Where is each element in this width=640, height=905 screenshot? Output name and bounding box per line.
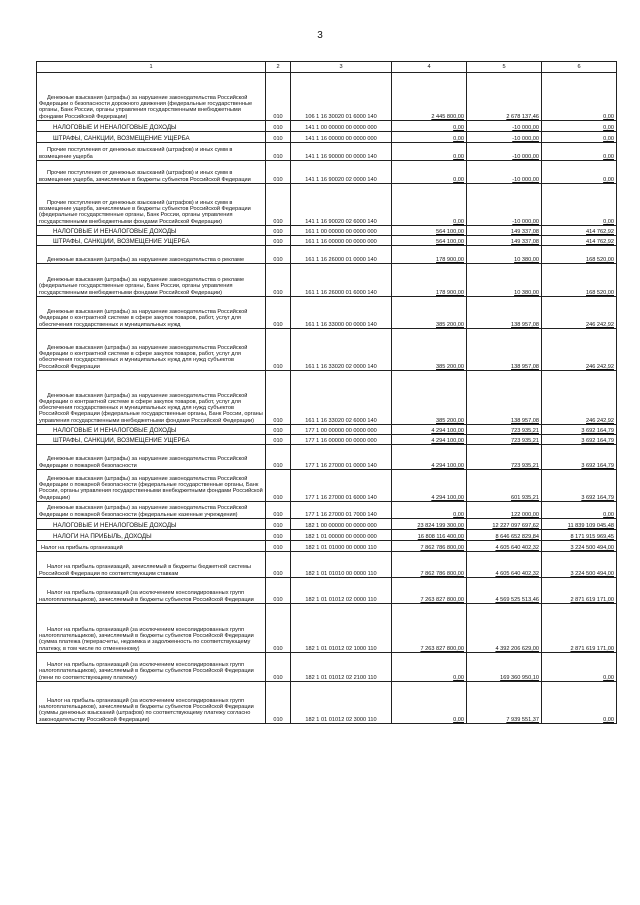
row-code: 010 bbox=[266, 161, 291, 184]
row-code: 010 bbox=[266, 578, 291, 604]
table-row bbox=[37, 297, 617, 329]
row-exec: 723 935,21 bbox=[467, 435, 542, 445]
row-kbk: 161 1 16 00000 00 0000 000 bbox=[291, 236, 392, 246]
row-exec: -10 000,00 bbox=[467, 121, 542, 132]
table-row bbox=[37, 530, 617, 541]
row-code: 010 bbox=[266, 264, 291, 297]
row-name: Денежные взыскания (штрафы) за нарушение законодательства Российской Федерации о пожарной безопасности (федеральные казенные учреждения) bbox=[37, 502, 266, 519]
row-name: Налог на прибыль организаций (за исключением консолидированных групп налогоплательщиков), зачисляемый в бюджеты субъектов Российской Федерации (сумма платежа (перерасчеты, недоимка и задолженность по соответствующему платежу, в том числе по отмененному) bbox=[37, 604, 266, 653]
page-number: 3 bbox=[317, 30, 323, 41]
row-exec: 138 957,08 bbox=[467, 329, 542, 371]
table-row bbox=[37, 578, 617, 604]
row-kbk: 161 1 00 00000 00 0000 000 bbox=[291, 226, 392, 236]
row-exec: 122 000,00 bbox=[467, 502, 542, 519]
table-row bbox=[37, 371, 617, 425]
table-row bbox=[37, 161, 617, 184]
table-row bbox=[37, 236, 617, 246]
row-name: Денежные взыскания (штрафы) за нарушение законодательства Российской Федерации о пожарной безопасности (федеральные государственные органы, Банк России, органы управления государственными внебюджетными фондами Российской Федерации) bbox=[37, 470, 266, 502]
row-exec: -10 000,00 bbox=[467, 161, 542, 184]
table-row bbox=[37, 552, 617, 578]
row-plan: 7 263 827 800,00 bbox=[392, 578, 467, 604]
row-rest: 8 171 915 969,45 bbox=[542, 530, 617, 541]
row-name: НАЛОГОВЫЕ И НЕНАЛОГОВЫЕ ДОХОДЫ bbox=[37, 226, 266, 236]
row-name: Прочие поступления от денежных взысканий (штрафов) и иных сумм в возмещение ущерба bbox=[37, 143, 266, 161]
row-kbk: 182 1 01 01012 02 3000 110 bbox=[291, 682, 392, 724]
row-plan: 4 294 100,00 bbox=[392, 445, 467, 470]
row-name: ШТРАФЫ, САНКЦИИ, ВОЗМЕЩЕНИЕ УЩЕРБА bbox=[37, 435, 266, 445]
row-exec: 4 605 640 402,32 bbox=[467, 552, 542, 578]
row-kbk: 141 1 16 00000 00 0000 000 bbox=[291, 132, 392, 143]
row-plan: 385 200,00 bbox=[392, 297, 467, 329]
row-exec: 169 360 950,10 bbox=[467, 653, 542, 682]
row-rest: 0,00 bbox=[542, 132, 617, 143]
table-row bbox=[37, 132, 617, 143]
table-row bbox=[37, 425, 617, 435]
table-row bbox=[37, 519, 617, 530]
row-rest: 168 520,00 bbox=[542, 264, 617, 297]
row-exec: -10 000,00 bbox=[467, 143, 542, 161]
row-code: 010 bbox=[266, 236, 291, 246]
row-exec: -10 000,00 bbox=[467, 132, 542, 143]
table-row bbox=[37, 682, 617, 724]
row-plan: 2 445 800,00 bbox=[392, 73, 467, 121]
row-rest: 0,00 bbox=[542, 73, 617, 121]
header-exec: 5 bbox=[467, 62, 542, 73]
row-code: 010 bbox=[266, 519, 291, 530]
row-kbk: 182 1 01 01010 00 0000 110 bbox=[291, 552, 392, 578]
row-exec: 10 380,00 bbox=[467, 246, 542, 264]
table-row bbox=[37, 184, 617, 226]
header-row bbox=[37, 62, 617, 73]
row-kbk: 182 1 01 01012 02 0000 110 bbox=[291, 578, 392, 604]
row-name: ШТРАФЫ, САНКЦИИ, ВОЗМЕЩЕНИЕ УЩЕРБА bbox=[37, 236, 266, 246]
row-kbk: 161 1 16 26000 01 0000 140 bbox=[291, 246, 392, 264]
table-row bbox=[37, 445, 617, 470]
row-code: 010 bbox=[266, 73, 291, 121]
row-rest: 2 871 619 171,00 bbox=[542, 578, 617, 604]
table-row bbox=[37, 435, 617, 445]
row-kbk: 141 1 16 90020 02 6000 140 bbox=[291, 184, 392, 226]
table-row bbox=[37, 246, 617, 264]
header-name: 1 bbox=[37, 62, 266, 73]
budget-revenue-table bbox=[36, 61, 617, 724]
row-code: 010 bbox=[266, 435, 291, 445]
row-rest: 246 242,92 bbox=[542, 329, 617, 371]
table-row bbox=[37, 604, 617, 653]
row-code: 010 bbox=[266, 552, 291, 578]
row-exec: 723 935,21 bbox=[467, 445, 542, 470]
row-exec: 12 227 097 697,62 bbox=[467, 519, 542, 530]
row-plan: 564 100,00 bbox=[392, 236, 467, 246]
row-kbk: 141 1 16 90020 02 0000 140 bbox=[291, 161, 392, 184]
row-exec: 149 337,08 bbox=[467, 236, 542, 246]
row-plan: 4 294 100,00 bbox=[392, 470, 467, 502]
row-code: 010 bbox=[266, 682, 291, 724]
row-code: 010 bbox=[266, 530, 291, 541]
table-row bbox=[37, 653, 617, 682]
row-name: Денежные взыскания (штрафы) за нарушение законодательства о рекламе bbox=[37, 246, 266, 264]
row-exec: 4 392 206 629,00 bbox=[467, 604, 542, 653]
row-name: Денежные взыскания (штрафы) за нарушение законодательства Российской Федерации о контрактной системе в сфере закупок товаров, работ, услуг для обеспечения государственных и муниципальных нужд для нужд субъектов Российской Федерации bbox=[37, 329, 266, 371]
row-rest: 11 839 109 045,48 bbox=[542, 519, 617, 530]
row-kbk: 177 1 16 27000 01 6000 140 bbox=[291, 470, 392, 502]
row-kbk: 182 1 01 00000 00 0000 000 bbox=[291, 530, 392, 541]
row-name: Налог на прибыль организаций, зачисляемый в бюджеты бюджетной системы Российской Федерации по соответствующим ставкам bbox=[37, 552, 266, 578]
row-plan: 0,00 bbox=[392, 502, 467, 519]
row-plan: 0,00 bbox=[392, 184, 467, 226]
row-kbk: 106 1 16 30020 01 6000 140 bbox=[291, 73, 392, 121]
row-kbk: 161 1 16 33020 02 6000 140 bbox=[291, 371, 392, 425]
row-name: Денежные взыскания (штрафы) за нарушение законодательства Российской Федерации о контрактной системе в сфере закупок товаров, работ, услуг для обеспечения государственных и муниципальных нужд для нужд субъектов Российской Федерации (федеральные государственные органы, Банк России, органы управления государственными внебюджетными фондами Российской Федерации) bbox=[37, 371, 266, 425]
row-name: НАЛОГОВЫЕ И НЕНАЛОГОВЫЕ ДОХОДЫ bbox=[37, 121, 266, 132]
header-rest: 6 bbox=[542, 62, 617, 73]
row-plan: 0,00 bbox=[392, 143, 467, 161]
row-exec: 10 380,00 bbox=[467, 264, 542, 297]
row-kbk: 141 1 16 90000 00 0000 140 bbox=[291, 143, 392, 161]
row-plan: 4 294 100,00 bbox=[392, 435, 467, 445]
row-code: 010 bbox=[266, 121, 291, 132]
row-code: 010 bbox=[266, 184, 291, 226]
row-code: 010 bbox=[266, 329, 291, 371]
row-rest: 2 871 619 171,00 bbox=[542, 604, 617, 653]
row-kbk: 182 1 01 01000 00 0000 110 bbox=[291, 541, 392, 552]
row-kbk: 177 1 16 00000 00 0000 000 bbox=[291, 435, 392, 445]
row-kbk: 161 1 16 26000 01 6000 140 bbox=[291, 264, 392, 297]
row-kbk: 182 1 01 01012 02 1000 110 bbox=[291, 604, 392, 653]
row-name: Налог на прибыль организаций (за исключением консолидированных групп налогоплательщиков), зачисляемый в бюджеты субъектов Российской Федерации (суммы денежных взысканий (штрафов) по соответствующему платежу согласно законодательству Российской Федерации) bbox=[37, 682, 266, 724]
row-plan: 564 100,00 bbox=[392, 226, 467, 236]
table-row bbox=[37, 502, 617, 519]
row-rest: 3 692 164,79 bbox=[542, 445, 617, 470]
row-kbk: 177 1 16 27000 01 7000 140 bbox=[291, 502, 392, 519]
row-kbk: 161 1 16 33000 00 0000 140 bbox=[291, 297, 392, 329]
row-name: НАЛОГИ НА ПРИБЫЛЬ, ДОХОДЫ bbox=[37, 530, 266, 541]
row-name: Прочие поступления от денежных взысканий (штрафов) и иных сумм в возмещение ущерба, зачисляемые в бюджеты субъектов Российской Федерации (федеральные государственные органы, Банк России, органы управления государственными внебюджетными фондами Российской Федерации) bbox=[37, 184, 266, 226]
header-kbk: 3 bbox=[291, 62, 392, 73]
row-plan: 7 263 827 800,00 bbox=[392, 604, 467, 653]
row-plan: 7 862 786 800,00 bbox=[392, 552, 467, 578]
row-code: 010 bbox=[266, 604, 291, 653]
row-rest: 0,00 bbox=[542, 184, 617, 226]
row-rest: 414 762,92 bbox=[542, 236, 617, 246]
row-plan: 16 808 116 400,00 bbox=[392, 530, 467, 541]
row-exec: 723 935,21 bbox=[467, 425, 542, 435]
row-exec: 601 935,21 bbox=[467, 470, 542, 502]
row-rest: 0,00 bbox=[542, 502, 617, 519]
row-rest: 246 242,92 bbox=[542, 371, 617, 425]
row-name: НАЛОГОВЫЕ И НЕНАЛОГОВЫЕ ДОХОДЫ bbox=[37, 425, 266, 435]
row-code: 010 bbox=[266, 297, 291, 329]
row-name: Налог на прибыль организаций bbox=[37, 541, 266, 552]
row-kbk: 177 1 00 00000 00 0000 000 bbox=[291, 425, 392, 435]
row-kbk: 161 1 16 33020 02 0000 140 bbox=[291, 329, 392, 371]
row-code: 010 bbox=[266, 371, 291, 425]
row-rest: 246 242,92 bbox=[542, 297, 617, 329]
row-plan: 4 294 100,00 bbox=[392, 425, 467, 435]
row-plan: 7 862 786 800,00 bbox=[392, 541, 467, 552]
row-kbk: 182 1 00 00000 00 0000 000 bbox=[291, 519, 392, 530]
row-name: Денежные взыскания (штрафы) за нарушение законодательства Российской Федерации о контрактной системе в сфере закупок товаров, работ, услуг для обеспечения государственных и муниципальных нужд bbox=[37, 297, 266, 329]
row-rest: 414 762,92 bbox=[542, 226, 617, 236]
table-row bbox=[37, 264, 617, 297]
row-plan: 0,00 bbox=[392, 682, 467, 724]
table-row bbox=[37, 121, 617, 132]
row-name: ШТРАФЫ, САНКЦИИ, ВОЗМЕЩЕНИЕ УЩЕРБА bbox=[37, 132, 266, 143]
row-code: 010 bbox=[266, 132, 291, 143]
row-code: 010 bbox=[266, 246, 291, 264]
table-row bbox=[37, 470, 617, 502]
row-kbk: 141 1 00 00000 00 0000 000 bbox=[291, 121, 392, 132]
row-exec: 4 569 525 513,46 bbox=[467, 578, 542, 604]
row-exec: 138 957,08 bbox=[467, 371, 542, 425]
row-rest: 0,00 bbox=[542, 653, 617, 682]
row-rest: 168 520,00 bbox=[542, 246, 617, 264]
row-exec: 8 646 652 829,84 bbox=[467, 530, 542, 541]
row-code: 010 bbox=[266, 653, 291, 682]
row-code: 010 bbox=[266, 226, 291, 236]
row-rest: 3 224 500 494,00 bbox=[542, 552, 617, 578]
row-code: 010 bbox=[266, 502, 291, 519]
row-plan: 385 200,00 bbox=[392, 329, 467, 371]
row-rest: 0,00 bbox=[542, 161, 617, 184]
row-plan: 0,00 bbox=[392, 161, 467, 184]
row-name: Денежные взыскания (штрафы) за нарушение законодательства о рекламе (федеральные государственные органы, Банк России, органы управления государственными внебюджетными фондами Российской Федерации) bbox=[37, 264, 266, 297]
row-name: Денежные взыскания (штрафы) за нарушение законодательства Российской Федерации о безопасности дорожного движения (федеральные государственные органы, Банк России, органы управления государственными внебюджетными фондами Российской Федерации) bbox=[37, 73, 266, 121]
row-code: 010 bbox=[266, 541, 291, 552]
row-rest: 0,00 bbox=[542, 682, 617, 724]
row-name: Налог на прибыль организаций (за исключением консолидированных групп налогоплательщиков), зачисляемый в бюджеты субъектов Российской Федерации (пени по соответствующему платежу) bbox=[37, 653, 266, 682]
row-name: Денежные взыскания (штрафы) за нарушение законодательства Российской Федерации о пожарной безопасности bbox=[37, 445, 266, 470]
row-rest: 3 692 164,79 bbox=[542, 435, 617, 445]
table-row bbox=[37, 143, 617, 161]
row-plan: 23 824 199 300,00 bbox=[392, 519, 467, 530]
row-rest: 3 692 164,79 bbox=[542, 470, 617, 502]
row-exec: -10 000,00 bbox=[467, 184, 542, 226]
row-exec: 138 957,08 bbox=[467, 297, 542, 329]
row-exec: 2 678 137,46 bbox=[467, 73, 542, 121]
table-row bbox=[37, 541, 617, 552]
row-name: Налог на прибыль организаций (за исключением консолидированных групп налогоплательщиков), зачисляемый в бюджеты субъектов Российской Федерации bbox=[37, 578, 266, 604]
table-row bbox=[37, 73, 617, 121]
row-plan: 178 900,00 bbox=[392, 264, 467, 297]
row-code: 010 bbox=[266, 143, 291, 161]
row-name: Прочие поступления от денежных взысканий (штрафов) и иных сумм в возмещение ущерба, зачисляемые в бюджеты субъектов Российской Федерации bbox=[37, 161, 266, 184]
row-name: НАЛОГОВЫЕ И НЕНАЛОГОВЫЕ ДОХОДЫ bbox=[37, 519, 266, 530]
row-plan: 178 900,00 bbox=[392, 246, 467, 264]
row-code: 010 bbox=[266, 470, 291, 502]
header-plan: 4 bbox=[392, 62, 467, 73]
table-row bbox=[37, 329, 617, 371]
row-plan: 0,00 bbox=[392, 653, 467, 682]
row-kbk: 177 1 16 27000 01 0000 140 bbox=[291, 445, 392, 470]
row-exec: 149 337,08 bbox=[467, 226, 542, 236]
row-exec: 4 605 640 402,32 bbox=[467, 541, 542, 552]
row-exec: 7 939 551,37 bbox=[467, 682, 542, 724]
table-row bbox=[37, 226, 617, 236]
row-rest: 3 692 164,79 bbox=[542, 425, 617, 435]
row-rest: 0,00 bbox=[542, 143, 617, 161]
header-code: 2 bbox=[266, 62, 291, 73]
row-plan: 0,00 bbox=[392, 121, 467, 132]
row-kbk: 182 1 01 01012 02 2100 110 bbox=[291, 653, 392, 682]
row-plan: 385 200,00 bbox=[392, 371, 467, 425]
row-rest: 3 224 500 494,00 bbox=[542, 541, 617, 552]
row-plan: 0,00 bbox=[392, 132, 467, 143]
row-rest: 0,00 bbox=[542, 121, 617, 132]
row-code: 010 bbox=[266, 445, 291, 470]
row-code: 010 bbox=[266, 425, 291, 435]
